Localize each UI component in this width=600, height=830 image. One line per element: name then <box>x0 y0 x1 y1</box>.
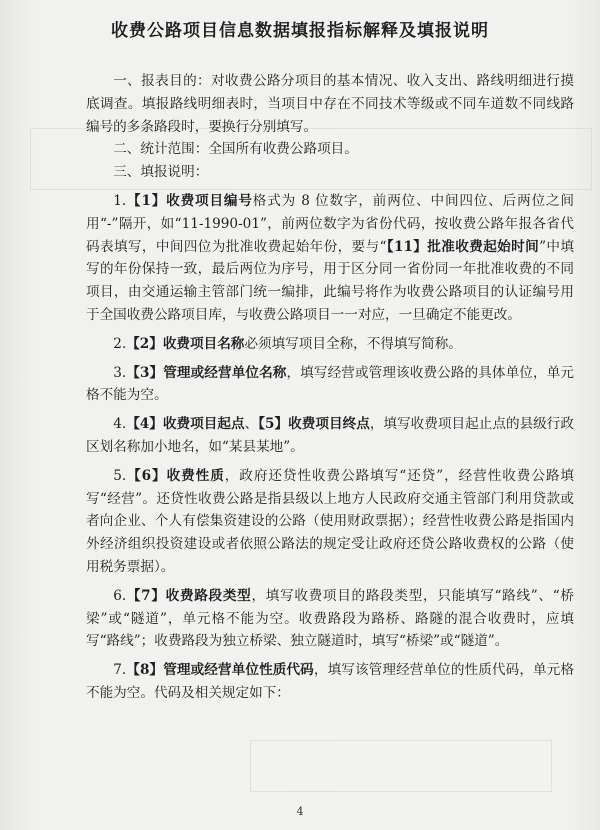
paragraph <box>86 659 574 705</box>
paragraph-text: ，填写经营或管理该收费公路的具体单位，单元格不能为空。 <box>86 364 574 404</box>
paragraph <box>86 465 574 579</box>
paragraph-text: 必须填写项目全称，不得填写简称。 <box>244 335 462 352</box>
paragraph-text: 6. <box>113 587 127 604</box>
bleed-through-box <box>250 740 552 792</box>
paragraph-text: 一、报表目的：对收费公路分项目的基本情况、收入支出、路线明细进行摸底调查。填报路线明细表时，当项目中存在不同技术等级或不同车道数不同线路编号的多条路段时，要换行分别填写。 <box>86 73 574 135</box>
paragraph <box>86 362 574 408</box>
paragraph-text: 格式为 8 位数字，前两位、中间四位、后两位之间用“-”隔开，如“11-1990-01”，前两位数字为省份代码，按收费公路年报各省代码表填写，中间四位为批准收费起始年份，要与“ <box>86 192 574 255</box>
paragraph <box>86 413 574 459</box>
paragraph-text: 、 <box>244 416 259 433</box>
paragraph <box>86 585 574 653</box>
paragraph-text: ，填写收费项目起止点的县级行政区划名称加小地名，如“某县某地”。 <box>86 416 575 455</box>
paragraph <box>86 190 574 327</box>
paragraph-text: 2. <box>113 335 127 352</box>
document-title: 收费公路项目信息数据填报指标解释及填报说明 <box>111 21 489 41</box>
paragraph-text: ，填写收费项目的路段类型，只能填写“路线”、“桥梁”或“隧道”，单元格不能为空。收费路段为路桥、路隧的混合收费时，应填写“路线”；收费路段为独立桥梁、独立隧道时，填写“桥梁”或“隧道”。 <box>86 587 574 650</box>
paragraph-text: 二、统计范围：全国所有收费公路项目。 <box>113 141 358 158</box>
paragraph-text: 7. <box>113 662 127 679</box>
paragraph <box>86 138 574 161</box>
bold-term: 【7】收费路段类型 <box>126 587 252 604</box>
bold-term: 【3】管理或经营单位名称 <box>126 364 287 381</box>
paragraph <box>86 70 574 138</box>
paragraph-text: 5. <box>113 467 127 484</box>
paragraph-text: 1. <box>113 192 127 209</box>
paragraph-text: 三、填报说明： <box>113 164 209 181</box>
paragraph-text: ，填写该管理经营单位的性质代码，单元格不能为空。代码及相关规定如下： <box>86 662 575 701</box>
paragraph-text: ，政府还贷性收费公路填写“还贷”，经营性收费公路填写“经营”。还贷性收费公路是指县级以上地方人民政府交通主管部门利用贷款或者向企业、个人有偿集资建设的公路（使用财政票据）；经营性收费公路是指国内外经济组织投资建设或者依照公路法的规定受让政府还贷公路收费权的公路（使用税务票据）。 <box>86 467 574 575</box>
bold-term: 【8】管理或经营单位性质代码 <box>126 662 314 679</box>
paragraph-text: 4. <box>113 416 127 433</box>
paragraph <box>86 161 574 184</box>
bold-term: 【1】收费项目编号 <box>126 192 253 209</box>
paragraph-text: ”中填写的年份保持一致，最后两位为序号，用于区分同一省份同一年批准收费的不同项目，由交通运输主管部门统一编排，此编号将作为收费公路项目的认证编号用于全国收费公路项目库，与收费公路项目一一对应，一旦确定不能更改。 <box>86 238 574 323</box>
bold-term: 【4】收费项目起点 <box>126 416 245 433</box>
page-number: 4 <box>296 805 304 818</box>
document-body <box>86 70 574 705</box>
paragraph <box>86 333 574 356</box>
paragraph-text: 3. <box>113 364 127 381</box>
bold-term: 【2】收费项目名称 <box>126 335 245 352</box>
bold-term: 【5】收费项目终点 <box>258 416 370 433</box>
bold-term: 【11】批准收费起始时间 <box>386 238 540 255</box>
bold-term: 【6】收费性质 <box>126 467 225 484</box>
